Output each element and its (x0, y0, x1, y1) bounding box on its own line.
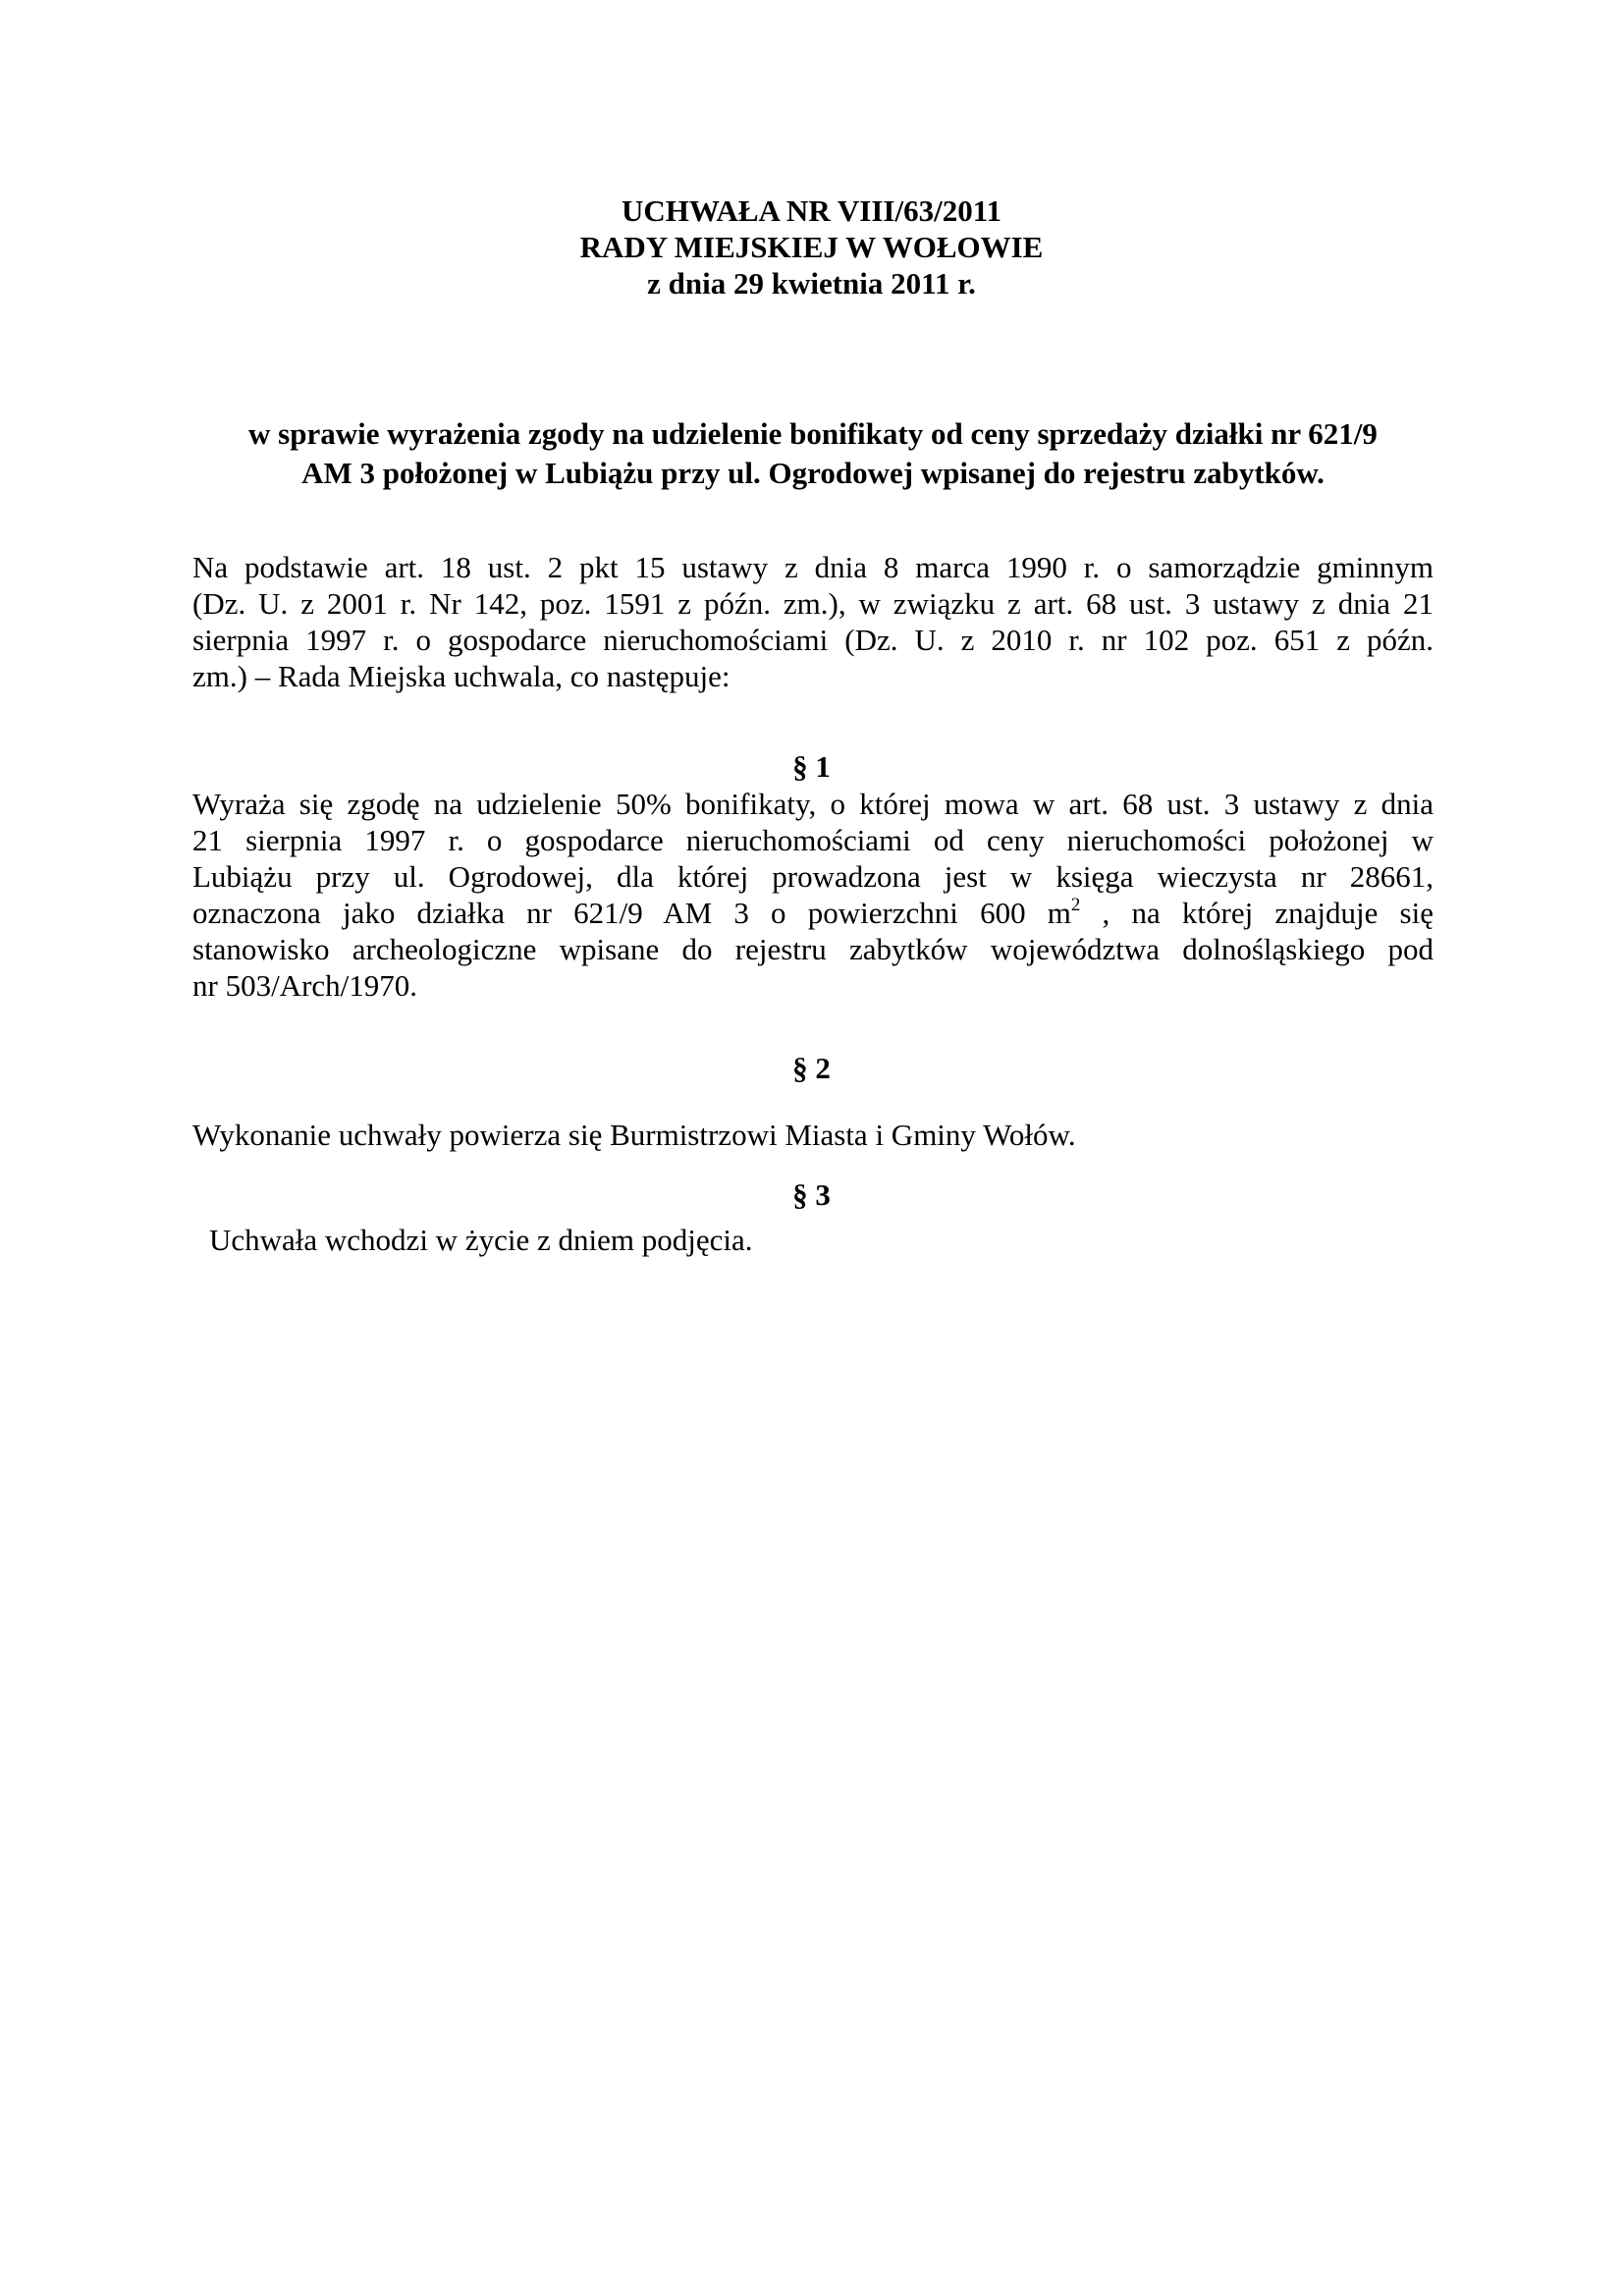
section-1-heading: § 1 (792, 749, 831, 784)
resolution-header (0, 192, 1623, 301)
section-1-line: Wyraża się zgodę na udzielenie 50% bonifikaty, o której mowa w art. 68 ust. 3 ustawy z dnia (192, 787, 1434, 821)
section-2-text: Wykonanie uchwały powierza się Burmistrzowi Miasta i Gminy Wołów. (192, 1118, 1076, 1152)
section-2-body (192, 1117, 1434, 1153)
preamble-line: (Dz. U. z 2001 r. Nr 142, poz. 1591 z późn. zm.), w związku z art. 68 ust. 3 ustawy z dnia 21 (192, 586, 1434, 621)
area-text: oznaczona jako działka nr 621/9 AM 3 o powierzchni 600 m (192, 896, 1071, 930)
section-3-heading: § 3 (792, 1177, 831, 1212)
section-3-text: Uchwała wchodzi w życie z dniem podjęcia. (209, 1223, 753, 1257)
section-2-heading: § 2 (792, 1051, 831, 1085)
preamble (192, 549, 1434, 694)
resolution-number: UCHWAŁA NR VIII/63/2011 (621, 193, 1001, 228)
resolution-date: z dnia 29 kwietnia 2011 r. (647, 266, 976, 301)
preamble-line: zm.) – Rada Miejska uchwala, co następuje: (192, 659, 730, 693)
section-1-line: 21 sierpnia 1997 r. o gospodarce nieruchomościami od ceny nieruchomości położonej w (192, 823, 1434, 857)
area-unit-exponent: 2 (1070, 895, 1081, 915)
subject-line: AM 3 położonej w Lubiążu przy ul. Ogrodowej wpisanej do rejestru zabytków. (301, 456, 1325, 490)
section-1-line: stanowisko archeologiczne wpisane do rejestru zabytków województwa dolnośląskiego pod (192, 932, 1434, 966)
section-1-body (192, 786, 1434, 1004)
section-1-line: nr 503/Arch/1970. (192, 968, 418, 1003)
section-1-line (192, 895, 1434, 931)
section-1-line: Lubiążu przy ul. Ogrodowej, dla której prowadzona jest w księga wieczysta nr 28661, (192, 859, 1434, 894)
subject-line: w sprawie wyrażenia zgody na udzielenie bonifikaty od ceny sprzedaży działki nr 621/9 (248, 416, 1378, 451)
resolution-subject (192, 414, 1434, 493)
preamble-line: Na podstawie art. 18 ust. 2 pkt 15 ustawy z dnia 8 marca 1990 r. o samorządzie gminnym (192, 550, 1434, 584)
area-text-continued: , na której znajduje się (1080, 896, 1434, 930)
preamble-line: sierpnia 1997 r. o gospodarce nieruchomościami (Dz. U. z 2010 r. nr 102 poz. 651 z późn. (192, 623, 1434, 657)
section-3-body (209, 1222, 1450, 1258)
council-name: RADY MIEJSKIEJ W WOŁOWIE (579, 230, 1044, 264)
